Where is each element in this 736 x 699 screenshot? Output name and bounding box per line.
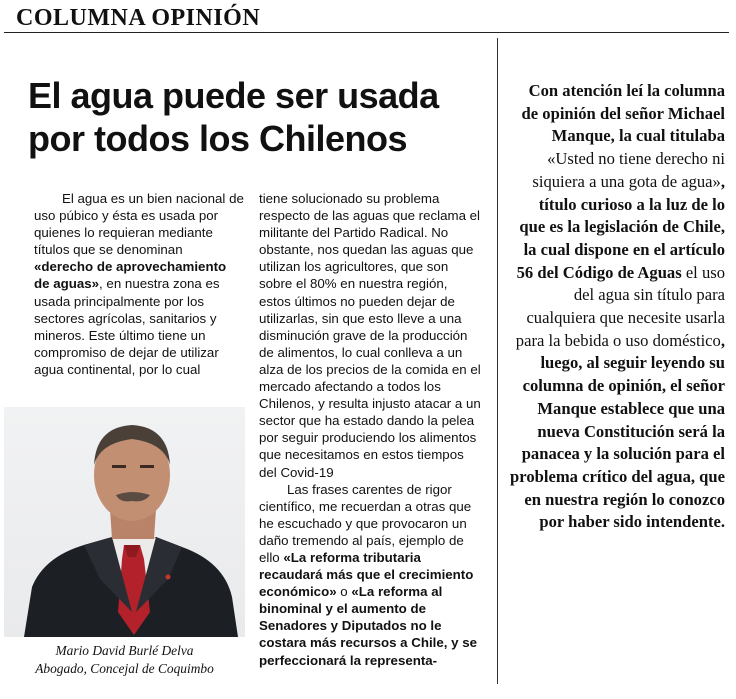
paragraph: Las frases carentes de rigor científico, me recuerdan a otras que he escuchado y que provocaron un daño tremendo al país, ejemplo de ello «La reforma tributaria recaudará más que el crecimiento económico» o «La reforma al binominal y el aumento de Senadores y Diputados no le costara más recursos a Chile, y se perfeccionará la representa- — [259, 481, 478, 668]
headline — [28, 74, 488, 160]
section-title: COLUMNA OPINIÓN — [16, 5, 261, 31]
author-portrait-image — [4, 407, 245, 637]
paragraph: Con atención leí la columna de opinión del señor Michael Manque, la cual titulaba «Usted no tiene derecho ni siquiera a una gota de agua», título curioso a la luz de lo que es la legislación de Chile, la cual dispone en el artículo 56 del Código de Aguas el uso del agua sin título para cualquiera que necesite usarla para la bebida o uso doméstico, luego, al seguir leyendo su columna de opinión, el señor Manque establece que una nueva Constitución será la panacea y la solución para el problema crítico del agua, que en nuestra región lo conozco por haber sido intendente. — [510, 81, 725, 532]
article-column-2 — [259, 190, 482, 669]
column-divider — [497, 38, 498, 684]
paragraph: El agua es un bien nacional de uso púbico y ésta es usada por quienes lo requieran mediante títulos que se denominan «derecho de aprovechamiento de aguas», en nuestra zona es usada principalmente por los sectores agrícolas, sanitarios y mineros. Este último tiene un compromiso de dejar de utilizar agua continental, por lo cual — [34, 191, 244, 377]
caption-name: Mario David Burlé Delva — [55, 643, 194, 658]
bold-term: «derecho de aprovechamiento de aguas» — [34, 259, 227, 292]
article-column-1 — [34, 190, 244, 378]
caption-role: Abogado, Concejal de Coquimbo — [35, 660, 214, 676]
paragraph: tiene solucionado su problema respecto de las aguas que reclama el militante del Partido Radical. No obstante, nos quedan las aguas que utilizan los agricultores, que son sobre el 80% en nuestra región, estos últimos no pueden dejar de utilizarlas, sin que esto lleve a una disminución grave de la producción de alimentos, lo cual conlleva a un alza de los precios de la comida en el mercado afectando a todos los Chilenos, y resulta injusto atacar a un sector que ha estado dando la pelea por seguir produciendo los alimentos que necesitamos en estos tiempos del Covid-19 — [259, 191, 481, 480]
bold-quote: «La reforma al binominal y el aumento de Senadores y Diputados no le costara más recursos a Chile, y se perfeccionará la representa- — [259, 584, 478, 668]
bold-quote: «La reforma tributaria recaudará más que el crecimiento económico» — [259, 549, 474, 600]
author-photo — [4, 407, 245, 637]
section-header — [4, 2, 729, 33]
headline-line-1: El agua puede ser usada — [28, 75, 439, 116]
article-column-3 — [509, 80, 725, 534]
headline-line-2: por todos los Chilenos — [28, 118, 408, 159]
photo-caption — [4, 642, 245, 677]
